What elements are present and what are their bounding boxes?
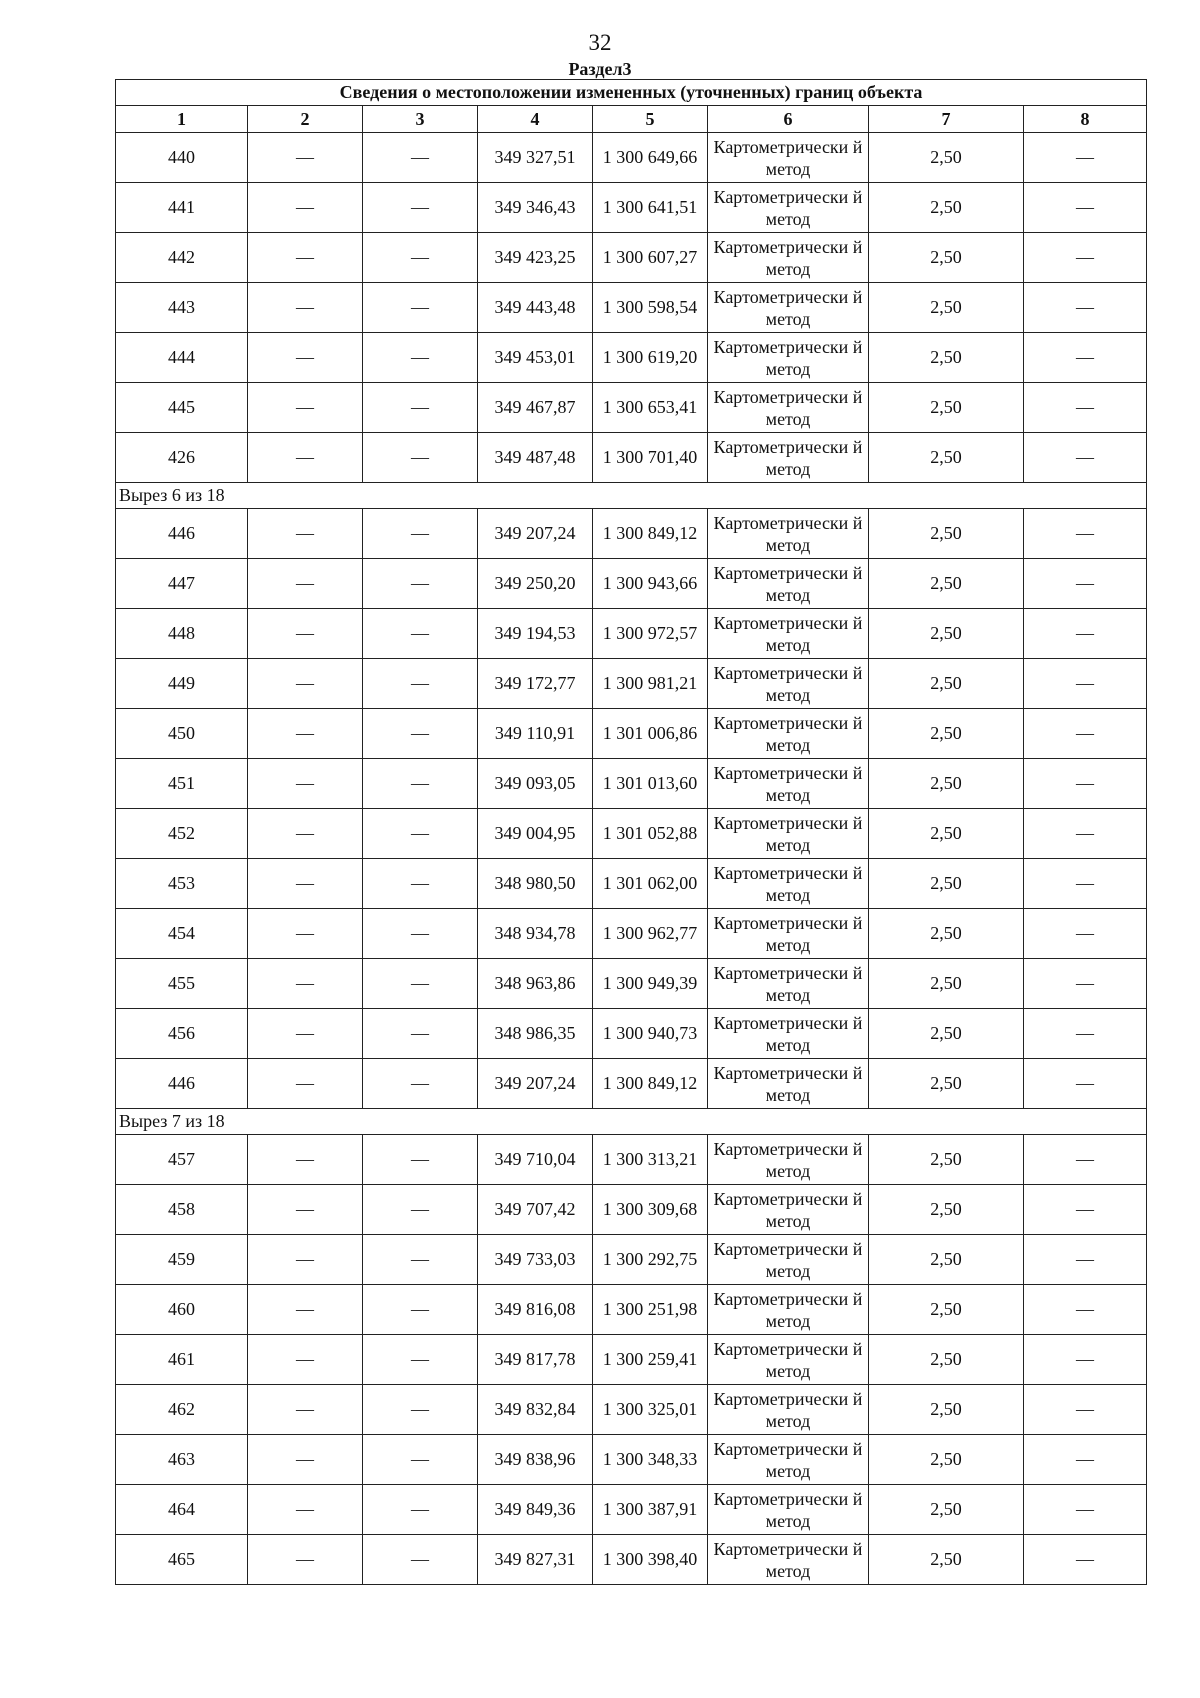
table-cell: — [248,759,363,809]
table-cell: — [1024,433,1147,483]
method-cell: Картометрически й метод [708,1135,869,1185]
table-cell: 2,50 [869,1009,1024,1059]
table-cell: 2,50 [869,559,1024,609]
table-cell: — [363,759,478,809]
table-cell: — [363,183,478,233]
table-cell: — [248,383,363,433]
table-cell: 1 300 641,51 [593,183,708,233]
method-cell: Картометрически й метод [708,1185,869,1235]
table-cell: — [1024,1185,1147,1235]
table-cell: — [248,709,363,759]
table-cell: 2,50 [869,133,1024,183]
column-header: 4 [478,106,593,133]
table-row [116,1335,1147,1385]
table-cell: 1 300 981,21 [593,659,708,709]
table-cell: 348 986,35 [478,1009,593,1059]
table-cell: 1 300 849,12 [593,1059,708,1109]
table-cell: — [248,333,363,383]
table-cell: 456 [116,1009,248,1059]
table-cell: 1 300 398,40 [593,1535,708,1585]
coordinates-table [115,79,1147,1585]
table-row [116,859,1147,909]
column-header: 2 [248,106,363,133]
table-cell: — [248,433,363,483]
table-row [116,959,1147,1009]
table-cell: 1 300 259,41 [593,1335,708,1385]
table-cell: 2,50 [869,1485,1024,1535]
table-cell: 2,50 [869,509,1024,559]
method-cell: Картометрически й метод [708,559,869,609]
table-cell: 447 [116,559,248,609]
table-cell: 453 [116,859,248,909]
table-cell: 2,50 [869,383,1024,433]
table-cell: 2,50 [869,1285,1024,1335]
table-cell: 2,50 [869,183,1024,233]
table-cell: 349 093,05 [478,759,593,809]
table-cell: 1 301 062,00 [593,859,708,909]
method-cell: Картометрически й метод [708,1535,869,1585]
table-cell: 1 300 972,57 [593,609,708,659]
table-cell: — [363,283,478,333]
table-cell: 450 [116,709,248,759]
table-cell: 349 849,36 [478,1485,593,1535]
table-cell: 349 250,20 [478,559,593,609]
table-cell: 462 [116,1385,248,1435]
table-cell: 446 [116,509,248,559]
table-cell: 451 [116,759,248,809]
method-cell: Картометрически й метод [708,1485,869,1535]
table-cell: — [1024,759,1147,809]
table-row [116,1235,1147,1285]
method-cell: Картометрически й метод [708,1059,869,1109]
table-cell: — [363,1009,478,1059]
table-cell: — [1024,609,1147,659]
table-cell: 349 327,51 [478,133,593,183]
table-cell: — [363,1059,478,1109]
table-cell: 349 453,01 [478,333,593,383]
table-row [116,1009,1147,1059]
table-cell: — [363,1185,478,1235]
table-cell: 444 [116,333,248,383]
table-cell: — [363,1135,478,1185]
table-cell: 2,50 [869,1335,1024,1385]
table-cell: 2,50 [869,233,1024,283]
table-cell: 349 004,95 [478,809,593,859]
table-cell: — [363,1435,478,1485]
table-cell: 2,50 [869,1535,1024,1585]
table-cell: 2,50 [869,959,1024,1009]
table-cell: 349 487,48 [478,433,593,483]
table-cell: 349 707,42 [478,1185,593,1235]
method-cell: Картометрически й метод [708,909,869,959]
table-cell: 1 300 940,73 [593,1009,708,1059]
table-cell: — [363,333,478,383]
table-cell: — [363,709,478,759]
table-cell: 2,50 [869,1235,1024,1285]
table-row [116,333,1147,383]
table-cell: — [1024,283,1147,333]
table-caption-row [116,80,1147,106]
method-cell: Картометрически й метод [708,183,869,233]
table-row [116,1385,1147,1435]
method-cell: Картометрически й метод [708,233,869,283]
table-row [116,233,1147,283]
table-cell: 348 980,50 [478,859,593,909]
table-cell: — [1024,383,1147,433]
table-cell: — [248,509,363,559]
table-cell: — [248,1009,363,1059]
table-row [116,133,1147,183]
table-cell: 2,50 [869,333,1024,383]
method-cell: Картометрически й метод [708,809,869,859]
table-cell: — [248,1235,363,1285]
table-cell: 1 300 962,77 [593,909,708,959]
table-cell: 441 [116,183,248,233]
table-cell: 448 [116,609,248,659]
table-cell: 465 [116,1535,248,1585]
table-cell: — [248,1185,363,1235]
table-cell: — [363,809,478,859]
table-cell: — [363,509,478,559]
table-cell: — [363,433,478,483]
table-cell: 1 300 701,40 [593,433,708,483]
method-cell: Картометрически й метод [708,1385,869,1435]
table-cell: 2,50 [869,909,1024,959]
table-cell: 2,50 [869,659,1024,709]
table-cell: — [248,133,363,183]
table-cell: 446 [116,1059,248,1109]
table-cell: — [363,859,478,909]
table-row [116,183,1147,233]
table-cell: — [1024,1385,1147,1435]
table-cell: — [363,959,478,1009]
table-cell: 349 827,31 [478,1535,593,1585]
table-row [116,1135,1147,1185]
table-cell: 349 443,48 [478,283,593,333]
method-cell: Картометрически й метод [708,1009,869,1059]
table-cell: 1 300 849,12 [593,509,708,559]
table-cell: — [1024,509,1147,559]
table-row [116,433,1147,483]
table-row [116,1285,1147,1335]
table-cell: 349 110,91 [478,709,593,759]
table-cell: — [248,1435,363,1485]
table-cell: 349 710,04 [478,1135,593,1185]
table-cell: 1 300 653,41 [593,383,708,433]
table-cell: — [248,1385,363,1435]
table-cell: 1 301 013,60 [593,759,708,809]
table-row [116,809,1147,859]
table-row [116,1535,1147,1585]
table-header-row [116,106,1147,133]
table-cell: 348 963,86 [478,959,593,1009]
column-header: 8 [1024,106,1147,133]
cutout-label-row [116,1109,1147,1135]
table-row [116,909,1147,959]
table-cell: 349 838,96 [478,1435,593,1485]
table-cell: — [248,183,363,233]
table-cell: — [1024,1059,1147,1109]
table-cell: — [248,233,363,283]
table-cell: 1 300 949,39 [593,959,708,1009]
table-cell: — [248,559,363,609]
table-cell: — [1024,809,1147,859]
table-cell: 2,50 [869,859,1024,909]
table-cell: — [363,559,478,609]
table-row [116,1059,1147,1109]
table-cell: 1 300 387,91 [593,1485,708,1535]
table-cell: 2,50 [869,1435,1024,1485]
table-cell: 2,50 [869,1135,1024,1185]
table-cell: 442 [116,233,248,283]
table-cell: 2,50 [869,709,1024,759]
table-cell: 2,50 [869,1385,1024,1435]
table-cell: 426 [116,433,248,483]
method-cell: Картометрически й метод [708,609,869,659]
column-header: 7 [869,106,1024,133]
table-cell: — [248,609,363,659]
table-cell: — [1024,133,1147,183]
method-cell: Картометрически й метод [708,509,869,559]
table-cell: — [248,1059,363,1109]
table-cell: — [1024,1335,1147,1385]
table-cell: 460 [116,1285,248,1335]
column-header: 3 [363,106,478,133]
table-cell: 2,50 [869,609,1024,659]
table-cell: — [248,1135,363,1185]
method-cell: Картометрически й метод [708,1435,869,1485]
method-cell: Картометрически й метод [708,383,869,433]
table-row [116,1435,1147,1485]
table-row [116,559,1147,609]
table-cell: 1 300 251,98 [593,1285,708,1335]
method-cell: Картометрически й метод [708,759,869,809]
table-cell: — [1024,1435,1147,1485]
table-cell: — [363,1535,478,1585]
table-cell: — [1024,659,1147,709]
method-cell: Картометрически й метод [708,433,869,483]
table-cell: 464 [116,1485,248,1535]
table-cell: 463 [116,1435,248,1485]
table-cell: 348 934,78 [478,909,593,959]
table-cell: — [363,1485,478,1535]
table-cell: 349 733,03 [478,1235,593,1285]
table-cell: — [363,383,478,433]
table-cell: — [1024,959,1147,1009]
table-cell: — [1024,909,1147,959]
section-title: Раздел3 [568,59,632,79]
table-cell: 349 172,77 [478,659,593,709]
table-cell: — [363,133,478,183]
table-cell: 349 467,87 [478,383,593,433]
table-cell: 1 300 598,54 [593,283,708,333]
table-cell: — [363,1385,478,1435]
table-cell: 1 300 943,66 [593,559,708,609]
table-cell: 2,50 [869,1185,1024,1235]
table-cell: 349 207,24 [478,1059,593,1109]
table-cell: — [363,659,478,709]
table-cell: — [1024,1535,1147,1585]
table-cell: — [1024,1009,1147,1059]
table-cell: 449 [116,659,248,709]
table-cell: — [363,609,478,659]
table-cell: — [248,1535,363,1585]
table-cell: — [248,909,363,959]
table-row [116,283,1147,333]
table-cell: 349 832,84 [478,1385,593,1435]
table-cell: — [1024,233,1147,283]
table-cell: 1 300 309,68 [593,1185,708,1235]
table-cell: 349 207,24 [478,509,593,559]
table-cell: — [248,1335,363,1385]
method-cell: Картометрически й метод [708,333,869,383]
method-cell: Картометрически й метод [708,1285,869,1335]
method-cell: Картометрически й метод [708,1235,869,1285]
table-cell: — [363,1285,478,1335]
table-cell: — [248,959,363,1009]
table-cell: 349 816,08 [478,1285,593,1335]
table-cell: 1 300 325,01 [593,1385,708,1435]
cutout-label-row [116,483,1147,509]
method-cell: Картометрически й метод [708,959,869,1009]
column-header: 5 [593,106,708,133]
table-cell: 2,50 [869,433,1024,483]
table-cell: 1 301 052,88 [593,809,708,859]
table-cell: 2,50 [869,809,1024,859]
table-cell: 349 194,53 [478,609,593,659]
table-cell: 459 [116,1235,248,1285]
table-cell: 2,50 [869,759,1024,809]
table-cell: 1 301 006,86 [593,709,708,759]
column-header: 6 [708,106,869,133]
table-cell: 1 300 607,27 [593,233,708,283]
table-cell: — [1024,1235,1147,1285]
table-cell: — [248,809,363,859]
table-cell: — [1024,1135,1147,1185]
method-cell: Картометрически й метод [708,283,869,333]
table-cell: — [1024,559,1147,609]
table-cell: 1 300 348,33 [593,1435,708,1485]
table-cell: 454 [116,909,248,959]
table-row [116,759,1147,809]
cutout-label: Вырез 6 из 18 [116,483,1147,509]
table-cell: 1 300 619,20 [593,333,708,383]
table-caption: Сведения о местоположении измененных (уточненных) границ объекта [116,80,1147,106]
method-cell: Картометрически й метод [708,133,869,183]
table-cell: — [363,233,478,283]
table-cell: 457 [116,1135,248,1185]
table-row [116,1485,1147,1535]
table-cell: — [1024,1485,1147,1535]
method-cell: Картометрически й метод [708,659,869,709]
table-cell: 458 [116,1185,248,1235]
table-row [116,509,1147,559]
table-cell: — [1024,709,1147,759]
table-cell: 1 300 292,75 [593,1235,708,1285]
table-cell: — [363,1235,478,1285]
table-row [116,383,1147,433]
table-cell: 349 346,43 [478,183,593,233]
table-cell: — [248,1485,363,1535]
method-cell: Картометрически й метод [708,859,869,909]
table-cell: 440 [116,133,248,183]
table-cell: — [1024,183,1147,233]
table-cell: — [248,1285,363,1335]
table-cell: 455 [116,959,248,1009]
method-cell: Картометрически й метод [708,709,869,759]
table-cell: 1 300 649,66 [593,133,708,183]
table-cell: — [248,659,363,709]
table-cell: 2,50 [869,283,1024,333]
table-cell: 2,50 [869,1059,1024,1109]
table-row [116,609,1147,659]
table-cell: 1 300 313,21 [593,1135,708,1185]
table-cell: — [1024,333,1147,383]
cutout-label: Вырез 7 из 18 [116,1109,1147,1135]
table-cell: — [363,1335,478,1385]
table-cell: — [248,283,363,333]
table-cell: 461 [116,1335,248,1385]
page-number: 32 [588,30,612,55]
table-cell: 349 817,78 [478,1335,593,1385]
table-cell: — [248,859,363,909]
table-row [116,1185,1147,1235]
table-row [116,659,1147,709]
table-cell: — [1024,1285,1147,1335]
table-cell: 443 [116,283,248,333]
table-cell: — [1024,859,1147,909]
column-header: 1 [116,106,248,133]
table-cell: 445 [116,383,248,433]
table-cell: — [363,909,478,959]
table-row [116,709,1147,759]
table-cell: 452 [116,809,248,859]
method-cell: Картометрически й метод [708,1335,869,1385]
table-cell: 349 423,25 [478,233,593,283]
